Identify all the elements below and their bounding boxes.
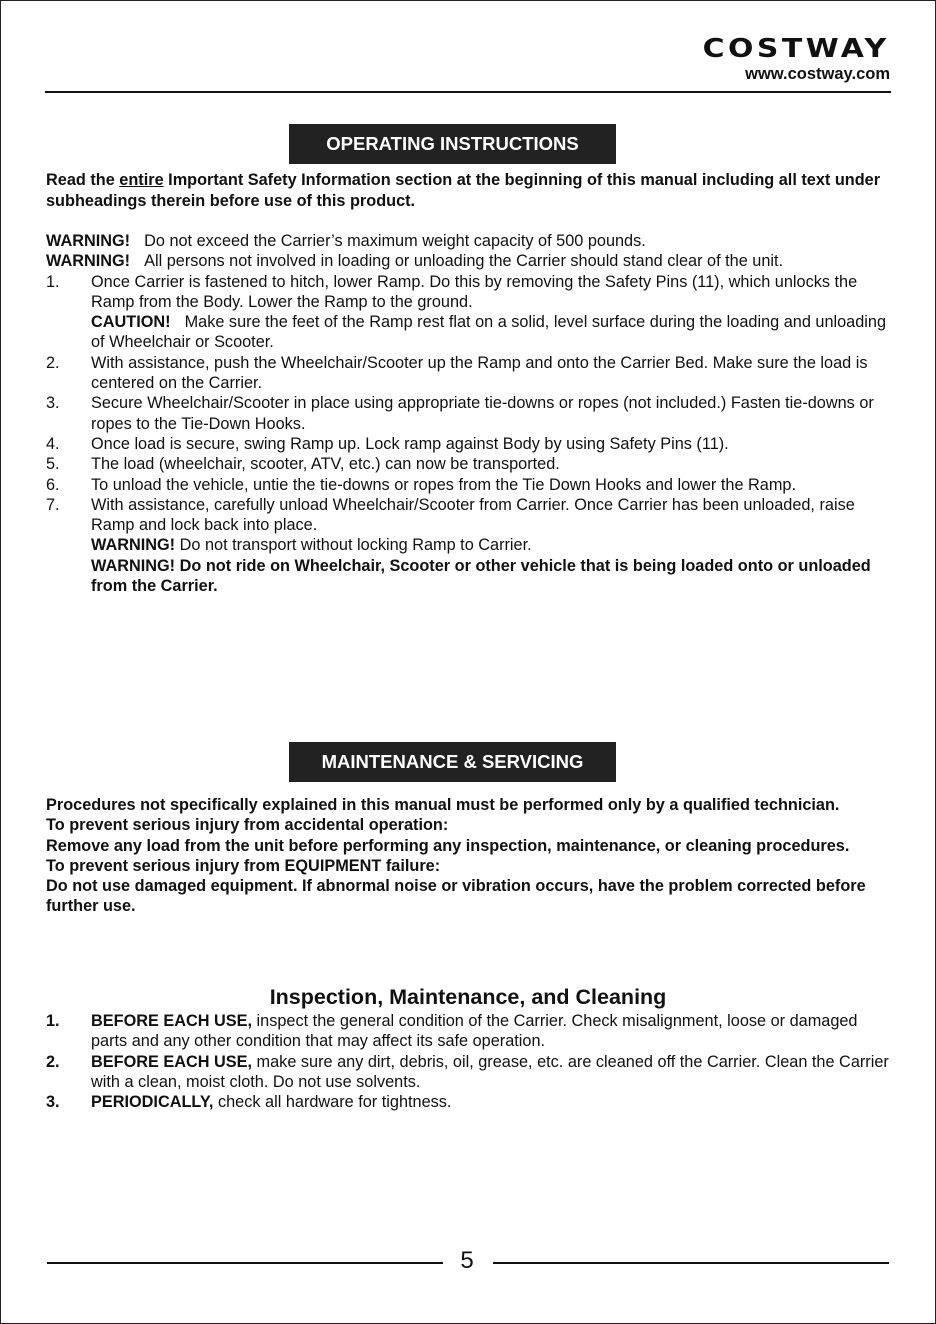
step-text: With assistance, push the Wheelchair/Scooter up the Ramp and onto the Carrier Bed. Make sure the load is centered on the Carrier.	[91, 353, 868, 393]
maintenance-line: Do not use damaged equipment. If abnormal noise or vibration occurs, have the problem corrected before further use.	[46, 877, 866, 916]
intro-text-pre: Read the	[46, 171, 120, 189]
intro-paragraph	[46, 170, 894, 211]
step-item	[46, 393, 894, 434]
warning-label: WARNING!	[91, 536, 176, 555]
warning-label: WARNING!	[46, 252, 131, 271]
step-text: Secure Wheelchair/Scooter in place using appropriate tie-downs or ropes (not included.) Fasten tie-downs or ropes to the Tie-Down Hooks.	[91, 394, 874, 433]
warning-label: WARNING!	[46, 232, 131, 250]
step-text: The load (wheelchair, scooter, ATV, etc.) can now be transported.	[91, 455, 560, 474]
operating-instructions-banner: OPERATING INSTRUCTIONS	[289, 124, 616, 164]
step-item	[46, 434, 894, 454]
warning-line	[46, 251, 894, 271]
step-item	[46, 495, 894, 596]
brand-logo: COSTWAY	[702, 34, 890, 64]
step-text: With assistance, carefully unload Wheelchair/Scooter from Carrier. Once Carrier has been unloaded, raise Ramp and lock back into place.	[91, 495, 855, 535]
inspection-item	[46, 1011, 894, 1052]
caution-text: Make sure the feet of the Ramp rest flat on a solid, level surface during the loading and unloading of Wheelchair or Scooter.	[91, 313, 887, 352]
caution-label: CAUTION!	[91, 313, 171, 332]
item-text: check all hardware for tightness.	[213, 1093, 452, 1112]
inspection-body	[46, 1011, 894, 1112]
footer-rule-right	[493, 1262, 889, 1264]
maintenance-line: To prevent serious injury from EQUIPMENT failure:	[46, 856, 441, 875]
item-label: BEFORE EACH USE,	[91, 1052, 253, 1071]
intro-text-post: Important Safety Information section at the beginning of this manual including all text under subheadings therein before use of this product.	[46, 171, 881, 210]
warning-text-bold: WARNING! Do not ride on Wheelchair, Scooter or other vehicle that is being loaded onto or unloaded from the Carrier.	[91, 556, 871, 596]
maintenance-line: Procedures not specifically explained in this manual must be performed only by a qualified technician.	[46, 796, 840, 814]
brand-header	[702, 34, 890, 84]
item-text: make sure any dirt, debris, oil, grease, etc. are cleaned off the Carrier. Clean the Carrier with a clean, moist cloth. Do not use solvents.	[91, 1052, 889, 1091]
step-number: 5.	[46, 455, 60, 474]
step-text: To unload the vehicle, untie the tie-downs or ropes from the Tie Down Hooks and lower the Ramp.	[91, 475, 796, 494]
inspection-item	[46, 1052, 894, 1093]
warning-text: All persons not involved in loading or unloading the Carrier should stand clear of the unit.	[144, 252, 784, 271]
item-label: PERIODICALLY,	[91, 1093, 214, 1112]
maintenance-line: Remove any load from the unit before performing any inspection, maintenance, or cleaning procedures.	[46, 836, 850, 855]
step-number: 1.	[46, 272, 60, 291]
maintenance-banner: MAINTENANCE & SERVICING	[289, 742, 616, 782]
step-item	[46, 272, 894, 353]
maintenance-line: To prevent serious injury from accidental operation:	[46, 816, 449, 835]
operating-body	[46, 231, 894, 596]
warning-text: Do not exceed the Carrier’s maximum weight capacity of 500 pounds.	[144, 232, 646, 250]
item-label: BEFORE EACH USE,	[91, 1012, 253, 1030]
maintenance-body	[46, 795, 892, 917]
inspection-item	[46, 1092, 894, 1112]
step-number: 2.	[46, 353, 60, 372]
item-number: 2.	[46, 1052, 60, 1071]
header-rule	[45, 91, 891, 93]
step-number: 4.	[46, 434, 60, 453]
step-item	[46, 454, 894, 474]
step-text: Once load is secure, swing Ramp up. Lock ramp against Body by using Safety Pins (11).	[91, 434, 729, 453]
warning-line	[46, 231, 894, 251]
item-number: 3.	[46, 1093, 60, 1112]
warning-text: Do not transport without locking Ramp to Carrier.	[179, 536, 532, 555]
step-item	[46, 353, 894, 394]
step-number: 3.	[46, 394, 60, 413]
footer-rule-left	[47, 1262, 443, 1264]
step-number: 7.	[46, 495, 60, 514]
step-text: Once Carrier is fastened to hitch, lower Ramp. Do this by removing the Safety Pins (11), which unlocks the Ramp from the Body. Lower the Ramp to the ground.	[91, 272, 858, 311]
step-item	[46, 475, 894, 495]
item-number: 1.	[46, 1012, 60, 1030]
step-number: 6.	[46, 475, 60, 494]
brand-url: www.costway.com	[745, 65, 890, 83]
intro-emphasis: entire	[119, 171, 164, 189]
page-number: 5	[460, 1247, 474, 1274]
item-text: inspect the general condition of the Carrier. Check misalignment, loose or damaged parts and any other condition that may affect its safe operation.	[91, 1012, 858, 1051]
inspection-title: Inspection, Maintenance, and Cleaning	[269, 985, 667, 1009]
